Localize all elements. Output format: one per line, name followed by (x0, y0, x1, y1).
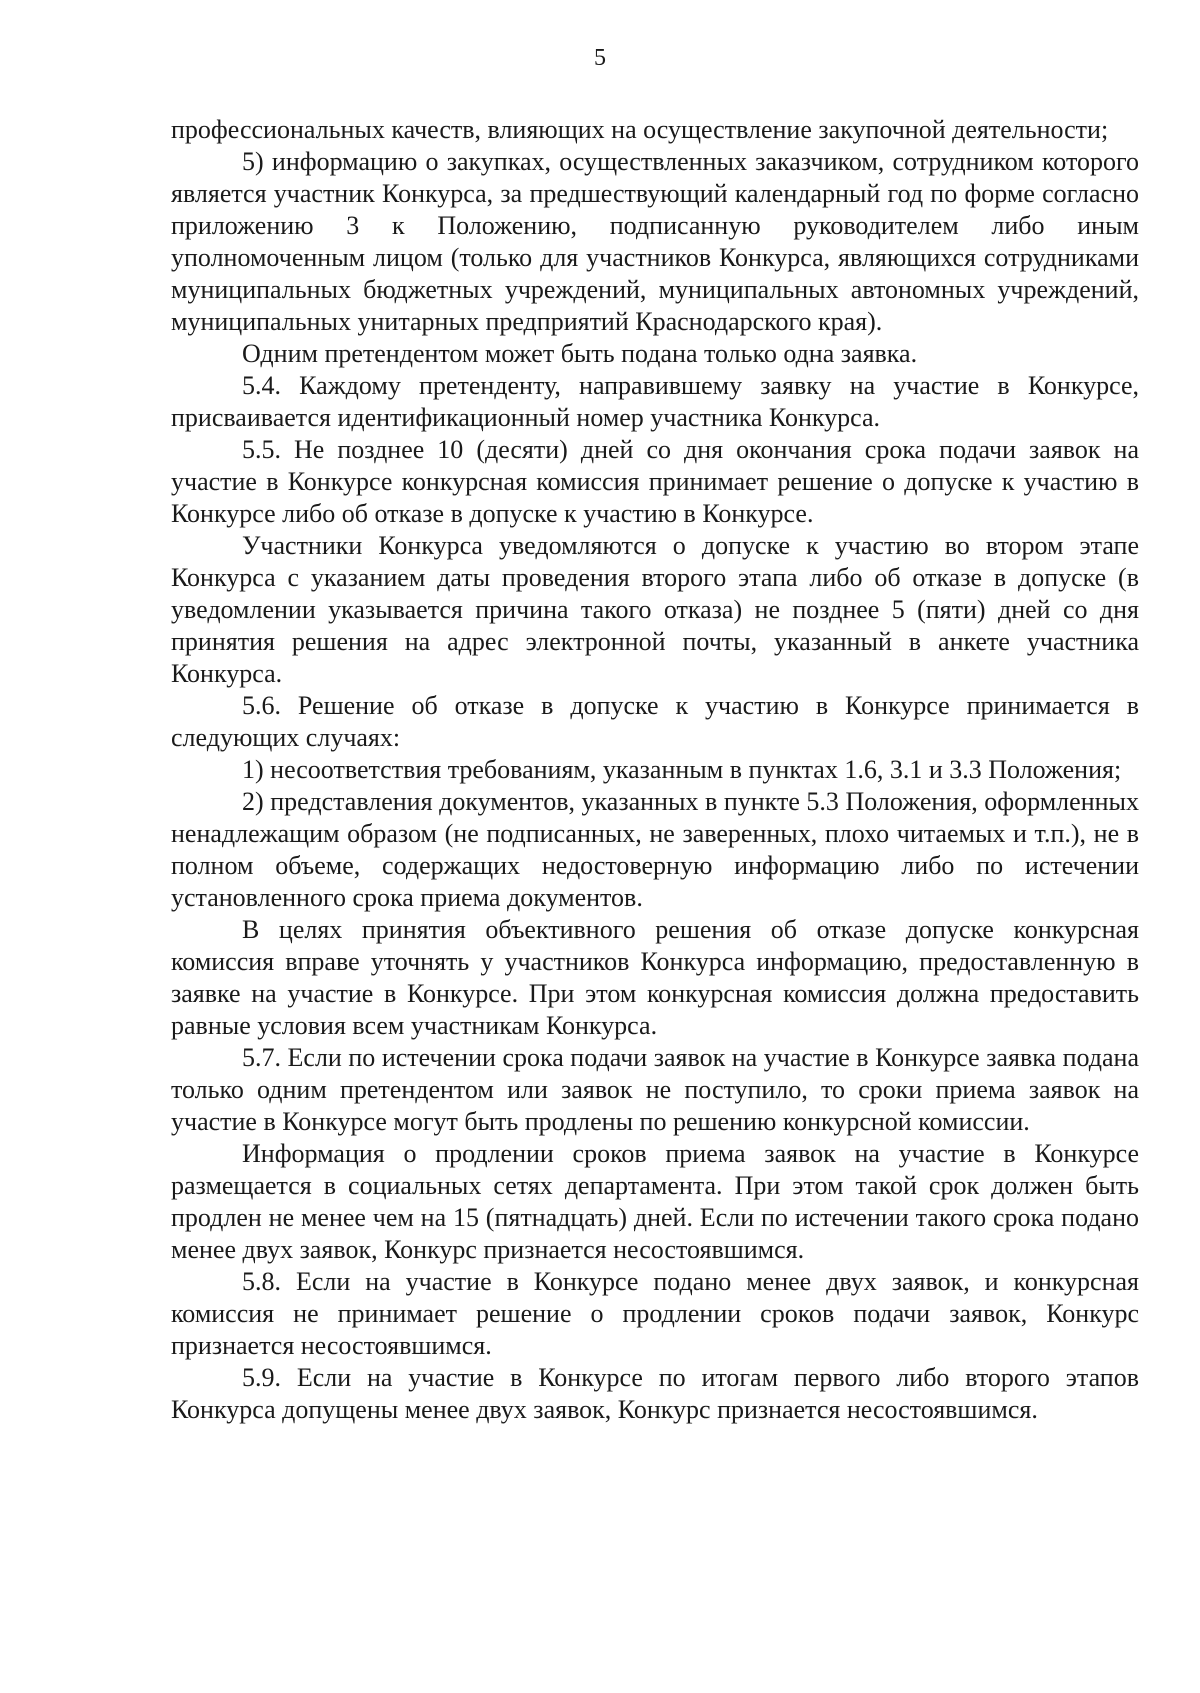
paragraph-5-6: 5.6. Решение об отказе в допуске к участию в Конкурсе принимается в следующих случаях: (171, 691, 1139, 752)
paragraph-5-5: 5.5. Не позднее 10 (десяти) дней со дня окончания срока подачи заявок на участие в Конкурсе конкурсная комиссия принимает решение о допуске к участию в Конкурсе либо об отказе в допуске к участию в Конкурсе. (171, 435, 1139, 528)
paragraph-objective-decision: В целях принятия объективного решения об отказе допуске конкурсная комиссия вправе уточнять у участников Конкурса информацию, предоставленную в заявке на участие в Конкурсе. При этом конкурсная комиссия должна предоставить равные условия всем участникам Конкурса. (171, 915, 1139, 1040)
paragraph-one-application: Одним претендентом может быть подана только одна заявка. (242, 339, 918, 368)
page-number: 5 (594, 45, 606, 71)
paragraph-case-2: 2) представления документов, указанных в пункте 5.3 Положения, оформленных ненадлежащим образом (не подписанных, не заверенных, плохо читаемых и т.п.), не в полном объеме, содержащих недостоверную информацию либо по истечении установленного срока приема документов. (171, 787, 1139, 912)
paragraph-5-9: 5.9. Если на участие в Конкурсе по итогам первого либо второго этапов Конкурса допущены менее двух заявок, Конкурс признается несостоявшимся. (171, 1363, 1139, 1424)
paragraph-continuation: профессиональных качеств, влияющих на осуществление закупочной деятельности; (171, 115, 1109, 144)
document-body (171, 114, 1139, 1426)
paragraph-extension-info: Информация о продлении сроков приема заявок на участие в Конкурсе размещается в социальных сетях департамента. При этом такой срок должен быть продлен не менее чем на 15 (пятнадцать) дней. Если по истечении такого срока подано менее двух заявок, Конкурс признается несостоявшимся. (171, 1139, 1139, 1264)
paragraph-5-7: 5.7. Если по истечении срока подачи заявок на участие в Конкурсе заявка подана только одним претендентом или заявок не поступило, то сроки приема заявок на участие в Конкурсе могут быть продлены по решению конкурсной комиссии. (171, 1043, 1139, 1136)
paragraph-case-1: 1) несоответствия требованиям, указанным в пунктах 1.6, 3.1 и 3.3 Положения; (242, 755, 1122, 784)
paragraph-item-5: 5) информацию о закупках, осуществленных заказчиком, сотрудником которого является участник Конкурса, за предшествующий календарный год по форме согласно приложению 3 к Положению, подписанную руководителем либо иным уполномоченным лицом (только для участников Конкурса, являющихся сотрудниками муниципальных бюджетных учреждений, муниципальных автономных учреждений, муниципальных унитарных предприятий Краснодарского края). (171, 147, 1139, 336)
paragraph-5-8: 5.8. Если на участие в Конкурсе подано менее двух заявок, и конкурсная комиссия не принимает решение о продлении сроков подачи заявок, Конкурс признается несостоявшимся. (171, 1267, 1139, 1360)
paragraph-participants-notified: Участники Конкурса уведомляются о допуске к участию во втором этапе Конкурса с указанием даты проведения второго этапа либо об отказе в допуске (в уведомлении указывается причина такого отказа) не позднее 5 (пяти) дней со дня принятия решения на адрес электронной почты, указанный в анкете участника Конкурса. (171, 531, 1139, 688)
paragraph-5-4: 5.4. Каждому претенденту, направившему заявку на участие в Конкурсе, присваивается идентификационный номер участника Конкурса. (171, 371, 1139, 432)
